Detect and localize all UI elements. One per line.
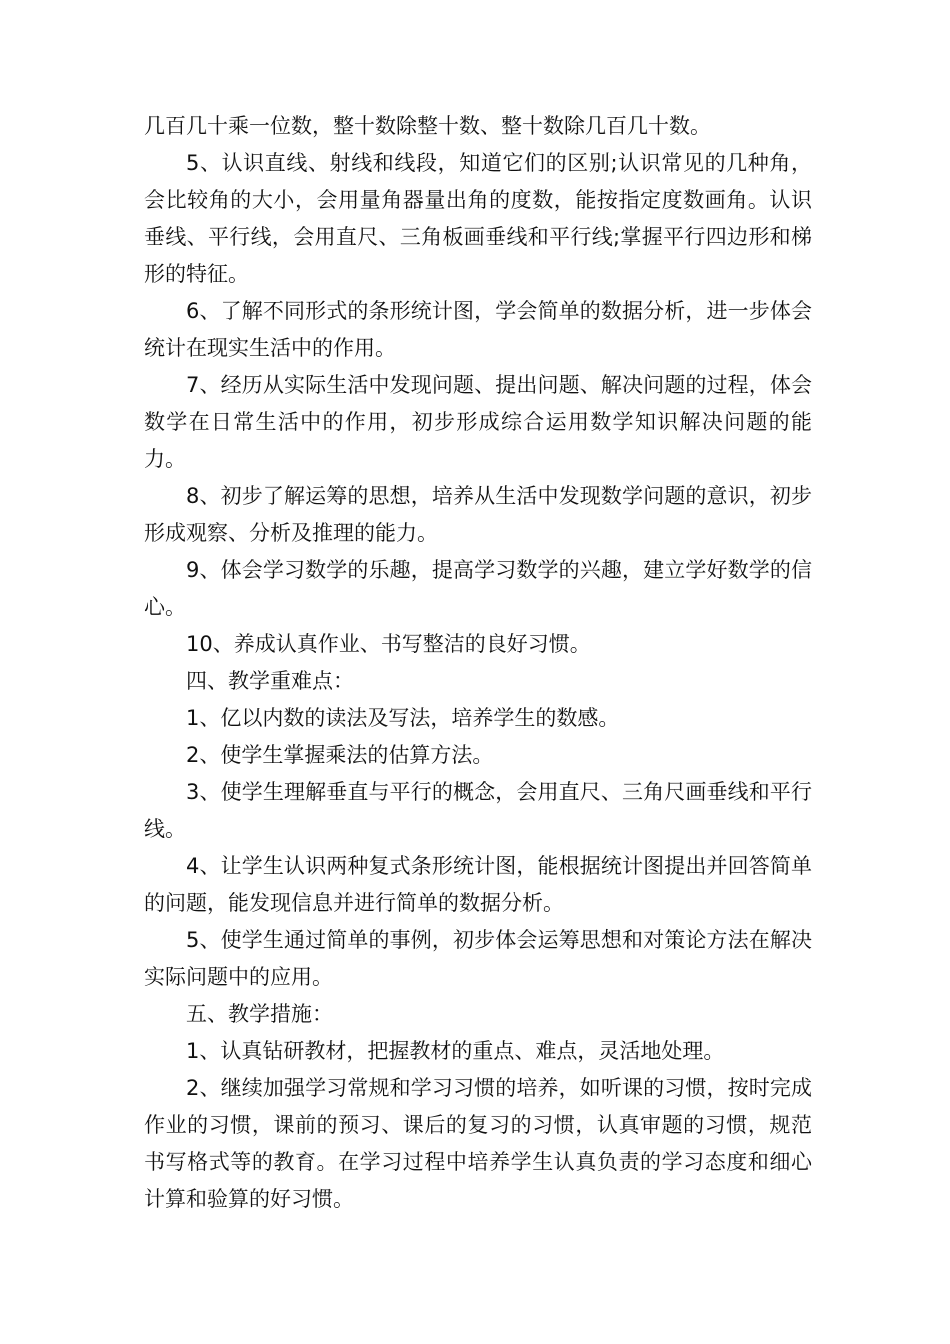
section-heading-key-points: 四、教学重难点： xyxy=(186,669,354,693)
paragraph-key-point-1: 1、亿以内数的读法及写法，培养学生的数感。 xyxy=(186,706,620,730)
paragraph-goal-6: 6、了解不同形式的条形统计图，学会简单的数据分析，进一步体会统计在现实生活中的作用。 xyxy=(144,299,812,360)
section-heading-measures: 五、教学措施： xyxy=(186,1002,333,1026)
paragraph-goal-8: 8、初步了解运筹的思想，培养从生活中发现数学问题的意识，初步形成观察、分析及推理的能力。 xyxy=(144,484,812,545)
document-body xyxy=(144,108,812,1218)
paragraph-key-point-4: 4、让学生认识两种复式条形统计图，能根据统计图提出并回答简单的问题，能发现信息并进行简单的数据分析。 xyxy=(144,854,812,915)
paragraph-continuation: 几百几十乘一位数，整十数除整十数、整十数除几百几十数。 xyxy=(144,114,711,138)
paragraph-goal-7: 7、经历从实际生活中发现问题、提出问题、解决问题的过程，体会数学在日常生活中的作用，初步形成综合运用数学知识解决问题的能力。 xyxy=(144,373,812,471)
paragraph-key-point-3: 3、使学生理解垂直与平行的概念，会用直尺、三角尺画垂线和平行线。 xyxy=(144,780,812,841)
paragraph-goal-10: 10、养成认真作业、书写整洁的良好习惯。 xyxy=(186,632,591,656)
paragraph-measure-1: 1、认真钻研教材，把握教材的重点、难点，灵活地处理。 xyxy=(186,1039,725,1063)
paragraph-key-point-2: 2、使学生掌握乘法的估算方法。 xyxy=(186,743,494,767)
paragraph-goal-5: 5、认识直线、射线和线段，知道它们的区别;认识常见的几种角，会比较角的大小，会用量角器量出角的度数，能按指定度数画角。认识垂线、平行线，会用直尺、三角板画垂线和平行线;掌握平行四边形和梯形的特征。 xyxy=(144,151,812,286)
paragraph-key-point-5: 5、使学生通过简单的事例，初步体会运筹思想和对策论方法在解决实际问题中的应用。 xyxy=(144,928,812,989)
paragraph-goal-9: 9、体会学习数学的乐趣，提高学习数学的兴趣，建立学好数学的信心。 xyxy=(144,558,812,619)
paragraph-measure-2: 2、继续加强学习常规和学习习惯的培养，如听课的习惯，按时完成作业的习惯，课前的预习、课后的复习的习惯，认真审题的习惯，规范书写格式等的教育。在学习过程中培养学生认真负责的学习态度和细心计算和验算的好习惯。 xyxy=(144,1076,812,1211)
